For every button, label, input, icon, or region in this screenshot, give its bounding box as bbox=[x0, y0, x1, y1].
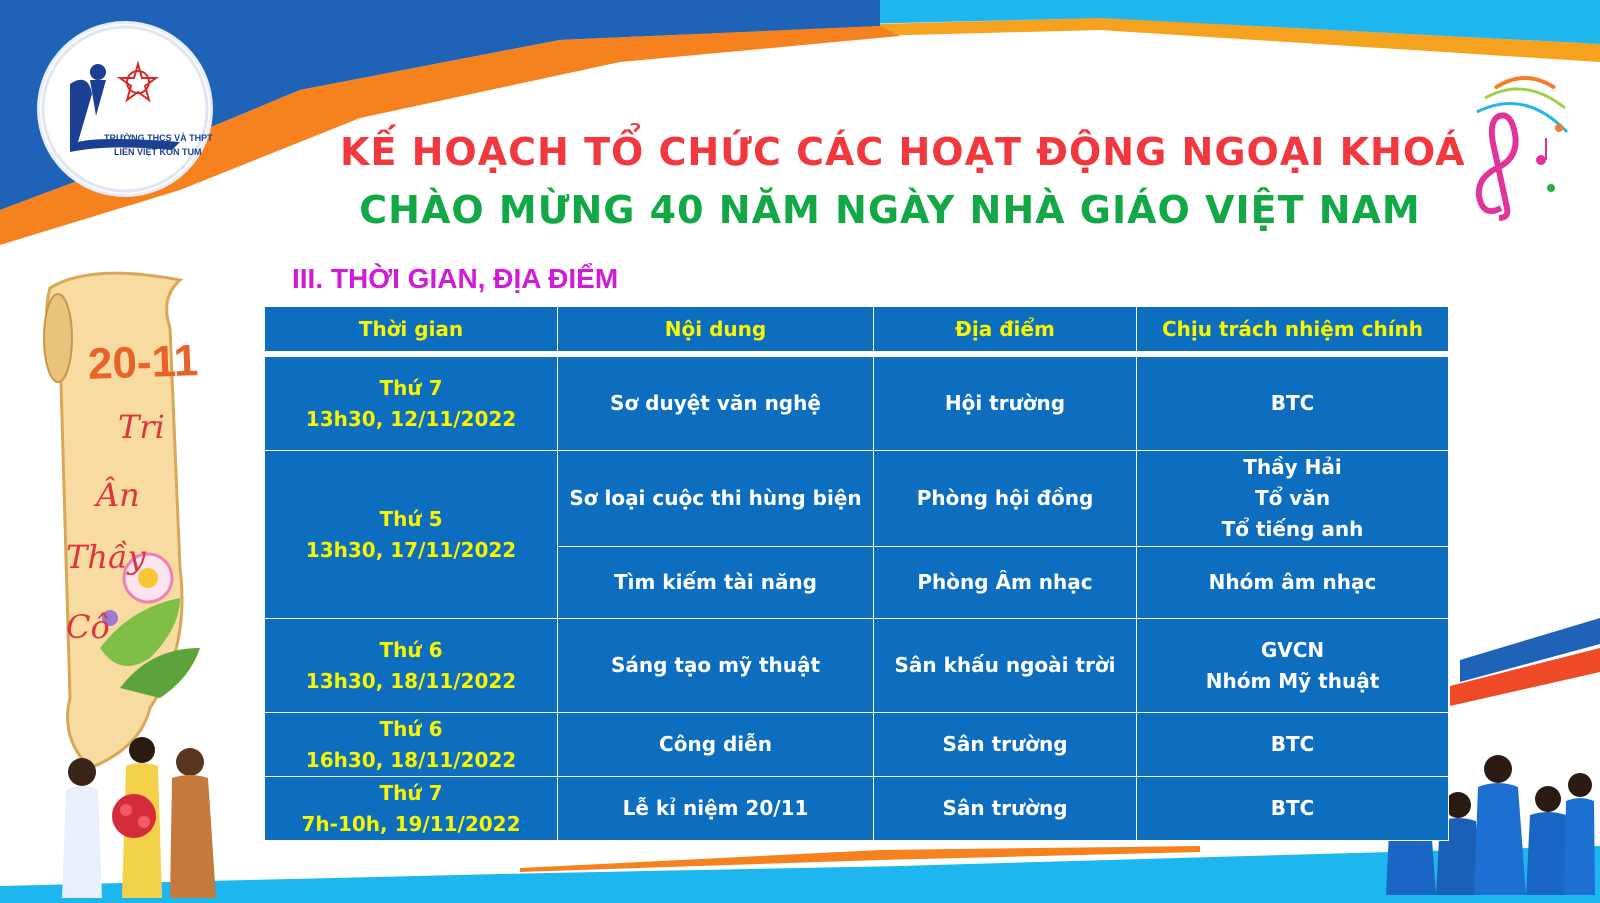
school-logo bbox=[40, 24, 213, 194]
responsible-cell bbox=[1137, 451, 1449, 547]
logo-school-name-line1: TRƯỜNG THCS VÀ THPT bbox=[104, 133, 213, 143]
time-cell bbox=[265, 777, 558, 841]
header-place: Địa điểm bbox=[874, 307, 1137, 352]
scroll-word-thay: Thầy bbox=[66, 538, 146, 576]
main-title: KẾ HOẠCH TỔ CHỨC CÁC HOẠT ĐỘNG NGOẠI KHOÁ bbox=[340, 130, 1466, 174]
header-content: Nội dung bbox=[558, 307, 874, 352]
responsible-text: Tổ tiếng anh bbox=[1221, 517, 1364, 541]
responsible-cell bbox=[1137, 547, 1449, 619]
schedule-table bbox=[264, 306, 1449, 841]
responsible-text: BTC bbox=[1270, 796, 1315, 820]
header-time: Thời gian bbox=[265, 307, 558, 352]
place-cell: Hội trường bbox=[874, 357, 1137, 451]
content-cell: Sáng tạo mỹ thuật bbox=[558, 619, 874, 713]
time-cell bbox=[265, 357, 558, 451]
scroll-date: 20-11 bbox=[87, 336, 199, 389]
responsible-cell bbox=[1137, 713, 1449, 777]
content-cell: Công diễn bbox=[558, 713, 874, 777]
header-responsible: Chịu trách nhiệm chính bbox=[1137, 307, 1449, 352]
responsible-text: Nhóm Mỹ thuật bbox=[1205, 668, 1380, 693]
table-row bbox=[265, 777, 1449, 841]
place-cell: Phòng hội đồng bbox=[874, 451, 1137, 547]
scroll-word-tri: Tri bbox=[118, 408, 165, 446]
day-text: Thứ 7 bbox=[379, 780, 443, 805]
time-text: 13h30, 17/11/2022 bbox=[305, 537, 517, 562]
responsible-text: BTC bbox=[1270, 391, 1315, 415]
responsible-cell bbox=[1137, 777, 1449, 841]
responsible-cell bbox=[1137, 619, 1449, 713]
table-row bbox=[265, 619, 1449, 713]
time-text: 13h30, 18/11/2022 bbox=[305, 668, 517, 693]
place-cell: Phòng Âm nhạc bbox=[874, 547, 1137, 619]
school-logo-icon bbox=[40, 24, 210, 194]
responsible-cell bbox=[1137, 357, 1449, 451]
students-left-icon bbox=[52, 720, 222, 898]
day-text: Thứ 6 bbox=[379, 716, 443, 741]
scroll-word-co: Cô bbox=[66, 608, 110, 646]
time-text: 16h30, 18/11/2022 bbox=[305, 747, 517, 772]
place-cell: Sân trường bbox=[874, 777, 1137, 841]
responsible-text: GVCN bbox=[1260, 637, 1325, 662]
time-text: 7h-10h, 19/11/2022 bbox=[301, 811, 521, 836]
day-text: Thứ 6 bbox=[379, 637, 443, 662]
logo-school-name-line2: LIÊN VIỆT KON TUM bbox=[114, 147, 202, 157]
treble-clef-icon bbox=[1455, 68, 1575, 223]
responsible-text: BTC bbox=[1270, 732, 1315, 756]
responsible-text: Thầy Hải bbox=[1243, 455, 1342, 479]
day-text: Thứ 7 bbox=[379, 375, 443, 400]
day-text: Thứ 5 bbox=[379, 506, 443, 531]
place-cell: Sân khấu ngoài trời bbox=[874, 619, 1137, 713]
time-cell bbox=[265, 619, 558, 713]
content-cell: Sơ loại cuộc thi hùng biện bbox=[558, 451, 874, 547]
content-cell: Sơ duyệt văn nghệ bbox=[558, 357, 874, 451]
scroll-word-an: Ân bbox=[96, 476, 140, 514]
responsible-text: Nhóm âm nhạc bbox=[1208, 570, 1377, 594]
table-header-row bbox=[265, 307, 1449, 352]
sub-title: CHÀO MỪNG 40 NĂM NGÀY NHÀ GIÁO VIỆT NAM bbox=[359, 188, 1421, 232]
responsible-text: Tổ văn bbox=[1254, 486, 1331, 510]
place-cell: Sân trường bbox=[874, 713, 1137, 777]
time-cell bbox=[265, 713, 558, 777]
table-row bbox=[265, 451, 1449, 547]
time-cell bbox=[265, 451, 558, 619]
content-cell: Lễ kỉ niệm 20/11 bbox=[558, 777, 874, 841]
section-heading: III. THỜI GIAN, ĐỊA ĐIỂM bbox=[292, 263, 619, 294]
time-text: 13h30, 12/11/2022 bbox=[305, 406, 517, 431]
content-cell: Tìm kiếm tài năng bbox=[558, 547, 874, 619]
table-row bbox=[265, 713, 1449, 777]
table-row bbox=[265, 357, 1449, 451]
